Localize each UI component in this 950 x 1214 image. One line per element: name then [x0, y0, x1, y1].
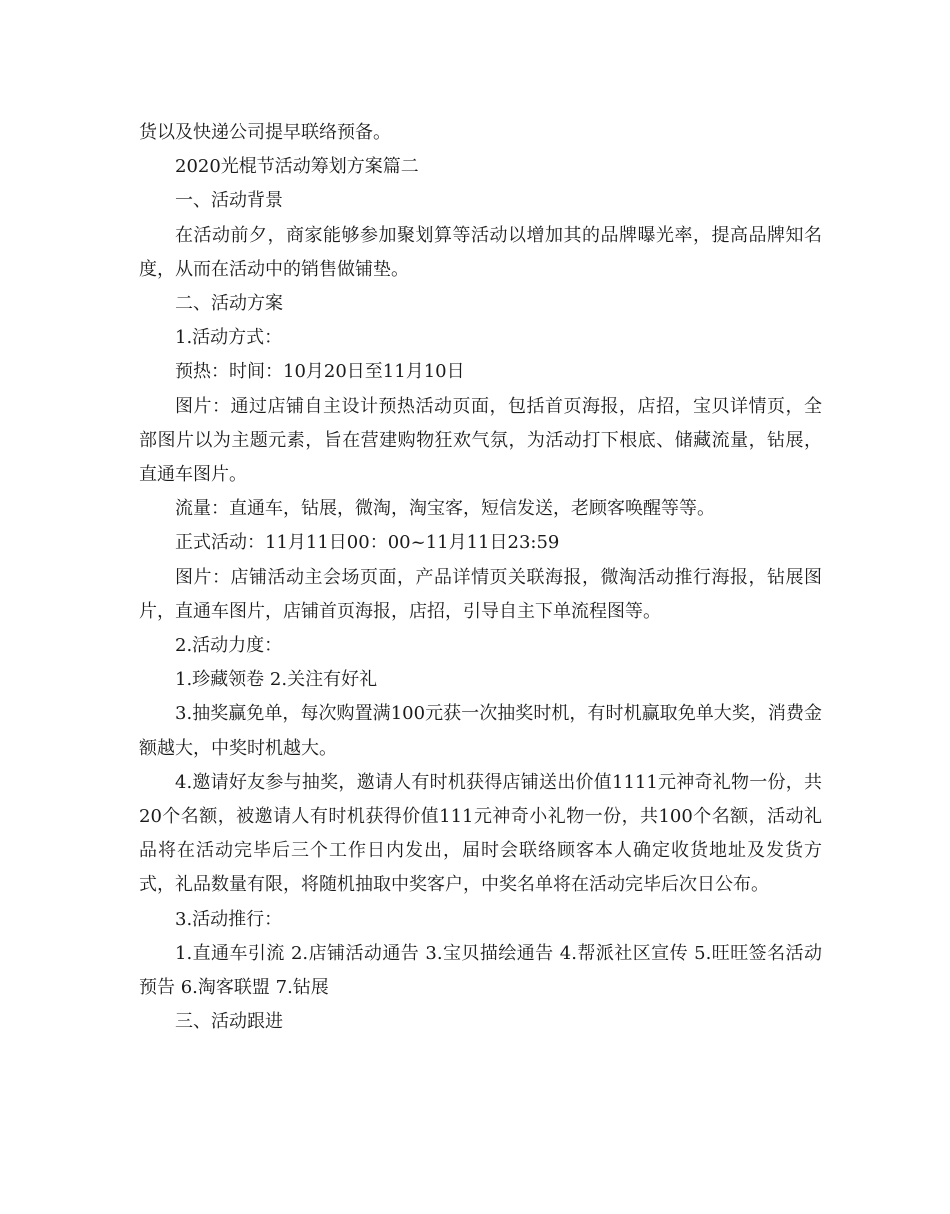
heading-plan: 二、活动方案: [175, 293, 283, 315]
paragraph-coupon: 1.珍藏领卷 2.关注有好礼: [175, 669, 378, 691]
paragraph-background: 在活动前夕，商家能够参加聚划算等活动以增加其的品牌曝光率，提高品牌知名度，从而在活动中的销售做铺垫。: [139, 224, 822, 280]
paragraph-invite: 4.邀请好友参与抽奖，邀请人有时机获得店铺送出价值1111元神奇礼物一份，共20个名额，被邀请人有时机获得价值111元神奇小礼物一份，共100个名额，活动礼品将在活动完毕后三个工作日内发出，届时会联络顾客本人确定收货地址及发货方式，礼品数量有限，将随机抽取中奖客户，中奖名单将在活动完毕后次日公布。: [139, 771, 822, 896]
document-body: [139, 116, 822, 1039]
subheading-strength: 2.活动力度：: [175, 635, 283, 657]
section-title: 2020光棍节活动筹划方案篇二: [175, 156, 419, 178]
subheading-method: 1.活动方式：: [175, 327, 283, 349]
paragraph-continuation: 货以及快递公司提早联络预备。: [139, 122, 391, 143]
paragraph-lottery: 3.抽奖赢免单，每次购置满100元获一次抽奖时机，有时机赢取免单大奖，消费金额越大，中奖时机越大。: [139, 703, 822, 759]
paragraph-warmup-time: 预热：时间：10月20日至11月10日: [175, 361, 465, 383]
paragraph-promotion-list: 1.直通车引流 2.店铺活动通告 3.宝贝描绘通告 4.帮派社区宣传 5.旺旺签名活动预告 6.淘客联盟 7.钻展: [139, 942, 822, 999]
paragraph-official-time: 正式活动：11月11日00：00~11月11日23:59: [175, 532, 560, 554]
paragraph-warmup-images: 图片：通过店铺自主设计预热活动页面，包括首页海报，店招，宝贝详情页，全部图片以为主题元素，旨在营建购物狂欢气氛，为活动打下根底、储藏流量，钻展，直通车图片。: [139, 395, 822, 486]
paragraph-official-images: 图片：店铺活动主会场页面，产品详情页关联海报，微淘活动推行海报，钻展图片，直通车图片，店铺首页海报，店招，引导自主下单流程图等。: [139, 566, 822, 622]
paragraph-traffic: 流量：直通车，钻展，微淘，淘宝客，短信发送，老顾客唤醒等等。: [175, 498, 715, 520]
subheading-promotion: 3.活动推行：: [175, 908, 283, 930]
heading-followup: 三、活动跟进: [175, 1011, 283, 1033]
heading-background: 一、活动背景: [175, 190, 283, 212]
